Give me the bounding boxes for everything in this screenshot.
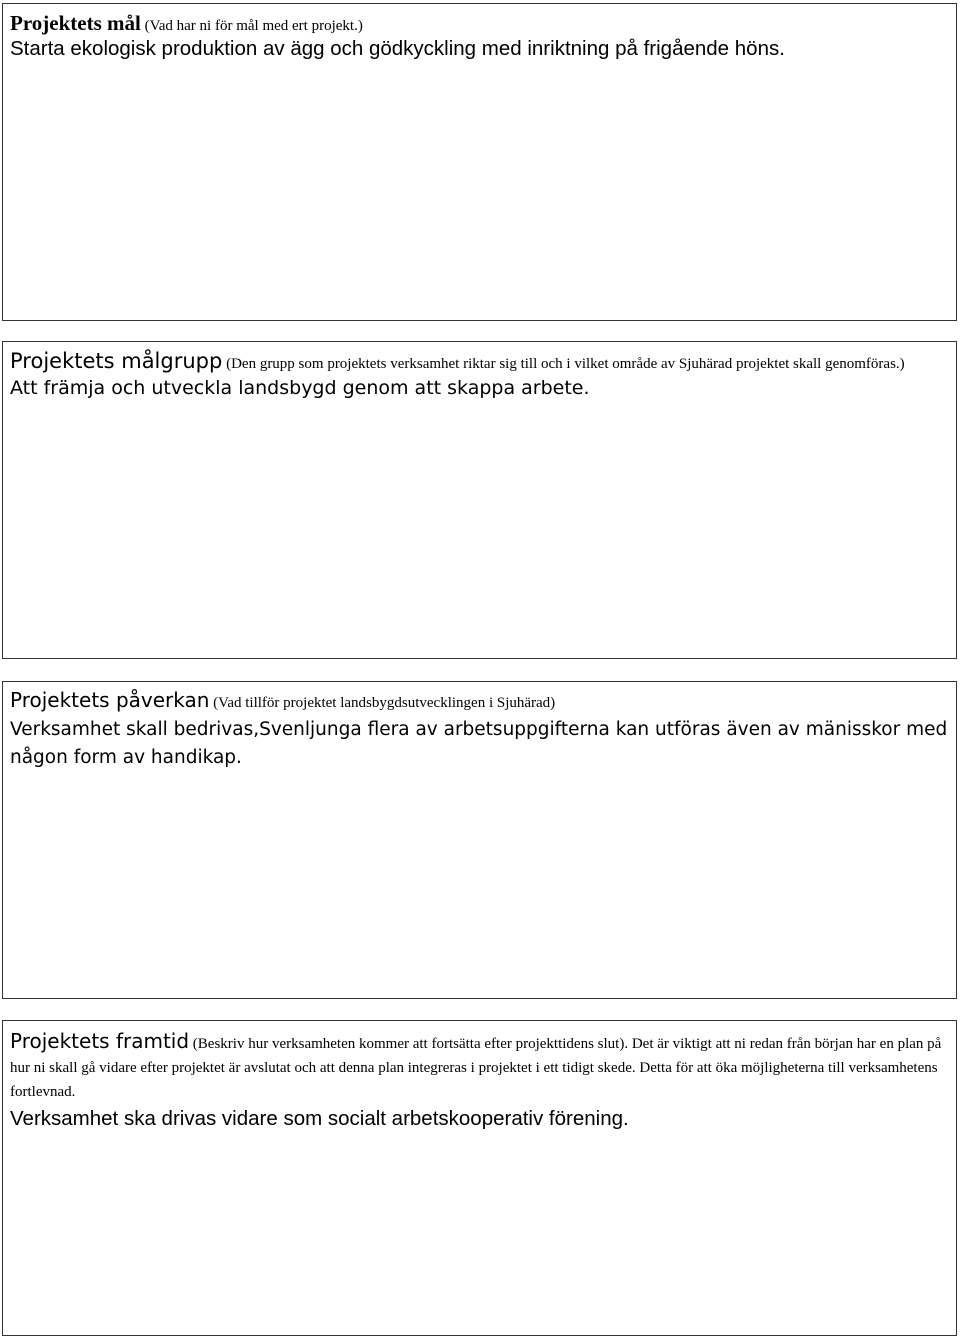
section-heading-line bbox=[10, 1027, 949, 1104]
section-description: (Vad har ni för mål med ert projekt.) bbox=[140, 18, 363, 34]
section-answer: Starta ekologisk produktion av ägg och gödkyckling med inriktning på frigående höns. bbox=[10, 37, 785, 61]
section-answer: Att främja och utveckla landsbygd genom att skappa arbete. bbox=[10, 377, 590, 400]
section-heading: Projektets påverkan bbox=[10, 688, 210, 712]
section-answer: Verksamhet skall bedrivas,Svenljunga flera av arbetsuppgifterna kan utföras även av mänisskor med någon form av handikap. bbox=[10, 719, 948, 768]
section-heading: Projektets målgrupp bbox=[10, 349, 223, 373]
section-projektets-paverkan bbox=[2, 681, 957, 999]
section-description: (Den grupp som projektets verksamhet riktar sig till och i vilket område av Sjuhärad projektet skall genomföras.) bbox=[222, 356, 905, 372]
section-answer: Verksamhet ska drivas vidare som socialt arbetskooperativ förening. bbox=[10, 1106, 629, 1130]
section-description: (Vad tillför projektet landsbygdsutvecklingen i Sjuhärad) bbox=[209, 695, 556, 711]
section-heading-line bbox=[10, 688, 949, 713]
section-projektets-framtid bbox=[2, 1020, 957, 1336]
section-heading-line bbox=[10, 10, 949, 36]
section-description: (Beskriv hur verksamheten kommer att fortsätta efter projekttidens slut). Det är viktigt att ni redan från början har en plan på hur ni skall gå vidare efter projektet är avslutat och att denna plan integreras i projektet i ett tidigt skede. Detta för att öka möjligheterna till verksamhetens fortlevnad. bbox=[10, 1036, 942, 1100]
section-projektets-malgrupp bbox=[2, 341, 957, 659]
section-heading: Projektets framtid bbox=[10, 1029, 190, 1053]
section-projektets-mal bbox=[2, 3, 957, 321]
section-heading: Projektets mål bbox=[10, 11, 141, 35]
section-heading-line bbox=[10, 348, 949, 374]
